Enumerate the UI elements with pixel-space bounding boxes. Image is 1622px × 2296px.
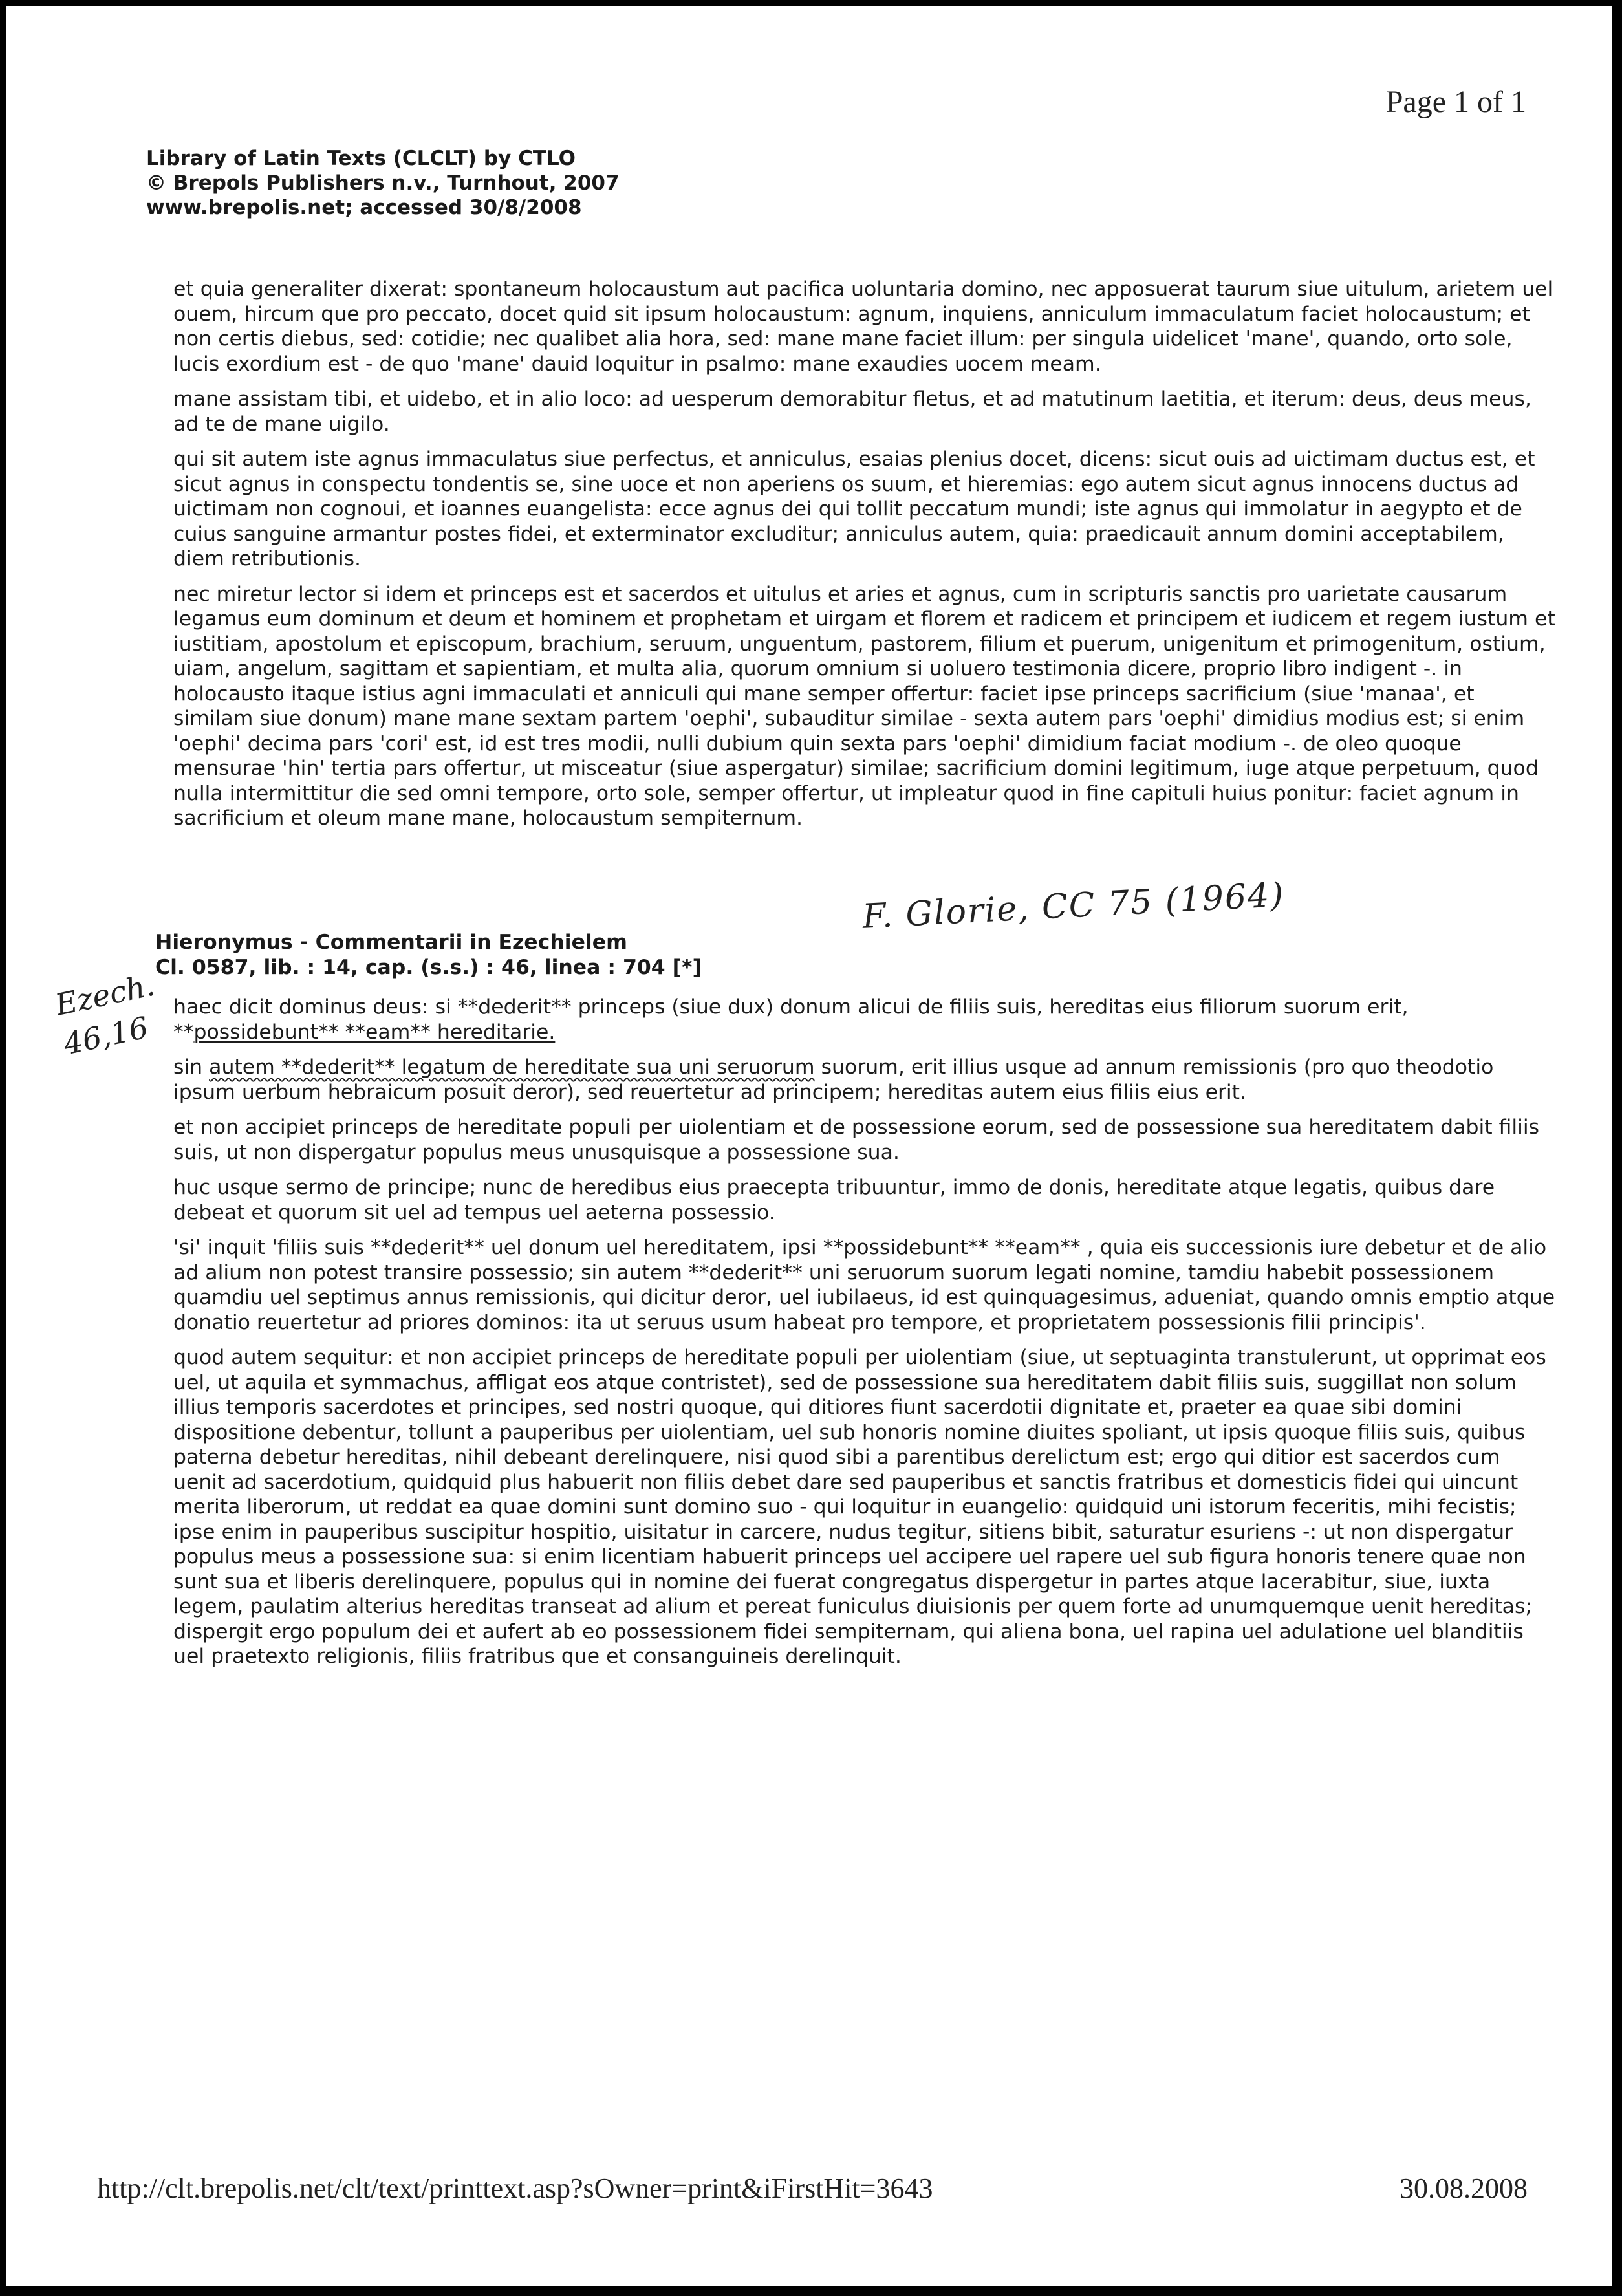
paragraph: mane assistam tibi, et uidebo, et in alio loco: ad uesperum demorabitur fletus, et ad matutinum laetitia, et iterum: deus, deus meus, ad te de mane uigilo. <box>173 387 1531 436</box>
paragraph-text: suorum, erit illius usque ad annum remissionis (pro quo theodotio ipsum uerbum hebraicum posuit deror), sed reuertetur ad principem; hereditas autem eius filiis eius erit. <box>173 1056 1494 1104</box>
entry-heading <box>155 930 1061 980</box>
source-header <box>146 146 1052 220</box>
handwritten-margin-note <box>52 965 166 1065</box>
footer-url: http://clt.brepolis.net/clt/text/printtext.asp?sOwner=print&iFirstHit=3643 <box>97 2172 933 2204</box>
footer-date: 30.08.2008 <box>1400 2172 1528 2204</box>
margin-note-verse: 46,16 <box>60 1010 151 1062</box>
entry-citation: Cl. 0587, lib. : 14, cap. (s.s.) : 46, linea : 704 [*] <box>155 955 702 979</box>
header-library-line: Library of Latin Texts (CLCLT) by CTLO <box>146 147 576 170</box>
paragraph: quod autem sequitur: et non accipiet princeps de hereditate populi per uiolentiam (siue, ut septuaginta transtulerunt, ut opprimat eos uel, ut aquila et symmachus, affligat eos atque contristet), sed de possessione sua hereditatem dabit filiis suis, suggillat non solum illius temporis sacerdotes et principes, sed nostri quoque, qui ditiores fiunt sacerdotii dignitate et, praeter ea quae sibi domini dispositione debentur, tollunt a pauperibus per uiolentiam, uel sub honoris nomine diuites spoliant, ut ipsis quoque filiis suis, quibus paterna debetur hereditas, nihil debeant derelinquere, nisi quod sibi a parentibus derelictum est; ergo qui ditior est sacerdos cum uenit ad sacerdotium, quidquid plus habuerit non filiis debet dare sed pauperibus et sanctis fratribus et domesticis fidei qui uincunt merita liberorum, ut reddat ea quae domini sunt domino suo - qui loquitur in euangelio: quidquid uni istorum feceritis, mihi fecistis; ipse enim in pauperibus suscipitur hospitio, uisitatur in carcere, nudus tegitur, sitiens bibit, saturatur esuriens -: ut non dispergatur populus meus a possessione sua: si enim licentiam habuerit princeps uel accipere uel rapere uel sub figura honoris tenere quae non sunt sua et liberis derelinquere, populus qui in nomine dei fuerat congregatus dispergetur in partes atque lacerabitur, siue, iuxta legem, paulatim alterius hereditas transeat ad alium et pereat funiculus diuisionis per quem forte ad unumquemque uenit hereditas; dispergit ergo populum dei et aufert ab eo possessionem fidei sempiternam, qui aliena bona, uel rapina uel adulatione uel blanditiis uel praetexto religionis, filiis fratribus que et consanguineis derelinquit. <box>173 1346 1546 1668</box>
paragraph: et quia generaliter dixerat: spontaneum holocaustum aut pacifica uoluntaria domino, nec apposuerat taurum siue uitulum, arietem uel ouem, hircum que pro peccato, docet quid sit ipsum holocaustum: agnum, inquiens, anniculum immaculatum faciet holocaustum; et non certis diebus, sed: cotidie; nec qualibet alia hora, sed: mane mane faciet illum: per singula uidelicet 'mane', quando, orto sole, lucis exordium est - de quo 'mane' dauid loquitur in psalmo: mane exaudies uocem meam. <box>173 277 1553 376</box>
text-section-2 <box>173 995 1557 1680</box>
page-number: Page 1 of 1 <box>1385 85 1526 119</box>
wavy-underlined-phrase: autem **dederit** legatum de hereditate sua uni seruorum <box>209 1056 815 1079</box>
paragraph: nec miretur lector si idem et princeps est et sacerdos et uitulus et aries et agnus, cum in scripturis sanctis pro uarietate causarum legamus eum dominum et deum et hominem et prophetam et uirgam et florem et radicem et principem et iudicem et regem iustum et iustitiam, apostolum et episcopum, brachium, seruum, unguentum, pastorem, filium et puerum, unigenitum et primogenitum, ostium, uiam, angelum, sagittam et sapientiam, et multa alia, quorum omnium si uoluero testimonia dicere, proprio libro indigent -. in holocausto itaque istius agni immaculati et anniculi qui mane semper offertur: faciet ipse princeps sacrificium (siue 'manaa', et similam siue donum) mane mane sextam partem 'oephi', subauditur similae - sexta autem pars 'oephi' dimidius modius est; si enim 'oephi' decima pars 'cori' est, id est tres modii, nulli dubium quin sexta pars 'oephi' dimidium faciat modium -. de oleo quoque mensurae 'hin' tertia pars offertur, ut misceatur (siue aspergatur) similae; sacrificium domini legitimum, iuge atque perpetuum, quod nulla intermittitur die sed omni tempore, orto sole, semper offertur, ut impleatur quod in fine capituli huius ponitur: faciet agnum in sacrificium et oleum mane mane, holocaustum sempiternum. <box>173 582 1555 830</box>
header-publisher-line: © Brepols Publishers n.v., Turnhout, 2007 <box>146 171 620 195</box>
header-website-line: www.brepolis.net; accessed 30/8/2008 <box>146 196 582 219</box>
paragraph <box>173 995 1557 1045</box>
entry-title: Hieronymus - Commentarii in Ezechielem <box>155 931 627 954</box>
text-section-1 <box>173 277 1557 841</box>
paragraph: huc usque sermo de principe; nunc de heredibus eius praecepta tribuuntur, immo de donis, hereditate atque legatis, quibus dare debeat et quorum sit uel ad tempus uel aeterna possessio. <box>173 1176 1495 1224</box>
paragraph-text: sin <box>173 1056 210 1079</box>
paragraph: qui sit autem iste agnus immaculatus siue perfectus, et anniculus, esaias plenius docet, dicens: sicut ouis ad uictimam ductus est, et sicut agnus in conspectu tondentis se, sine uoce et non aperiens os suum, et hieremias: ego autem sicut agnus innocens ductus ad uictimam non cognoui, et ioannes euangelista: ecce agnus dei qui tollit peccatum mundi; iste agnus qui immolatur in aegypto et de cuius sanguine armantur postes fidei, et exterminator excluditur; anniculus autem, quia: praedicauit annum domini acceptabilem, diem retributionis. <box>173 448 1535 570</box>
paragraph: 'si' inquit 'filiis suis **dederit** uel donum uel hereditatem, ipsi **possidebunt** **eam** , quia eis successionis iure debetur et de alio ad alium non potest transire possessio; sin autem **dederit** uni seruorum suorum legati nomine, tamdiu habebit possessionem quamdiu uel septimus annus remissionis, qui dicitur deror, uel iubilaeus, id est quinquagesimus, adueniat, quando omnis emptio atque donatio reuertetur ad priores dominos: ita ut seruus usum habeat pro tempore, et proprietatem possessionis filii principis'. <box>173 1236 1555 1334</box>
margin-note-book: Ezech. <box>52 967 158 1023</box>
underlined-phrase: possidebunt** **eam** hereditarie. <box>193 1020 556 1044</box>
paragraph <box>173 1055 1557 1105</box>
handwritten-edition-note: F. Glorie, CC 75 (1964) <box>861 875 1286 937</box>
scanned-page <box>6 6 1612 2286</box>
paragraph: et non accipiet princeps de hereditate populi per uiolentiam et de possessione eorum, sed de possessione sua hereditatem dabit filiis suis, ut non dispergatur populus meus unusquisque a possessione sua. <box>173 1116 1540 1164</box>
paragraph-text: haec dicit dominus deus: si **dederit** princeps (siue dux) donum alicui de filiis suis, hereditas eius filiorum suorum erit, ** <box>173 995 1409 1044</box>
